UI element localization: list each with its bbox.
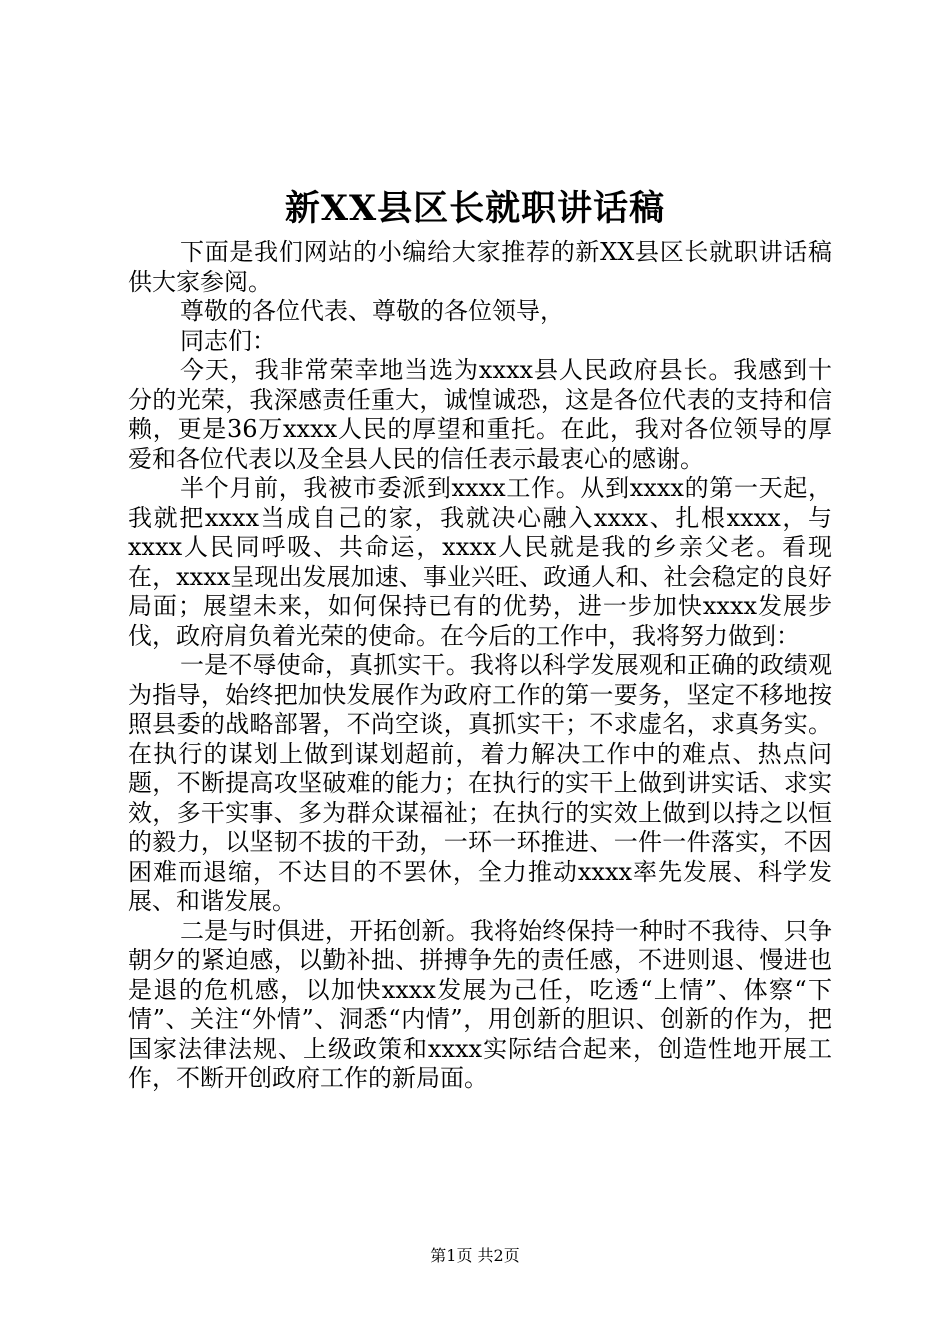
intro-paragraph: 下面是我们网站的小编给大家推荐的新XX县区长就职讲话稿供大家参阅。 (128, 238, 832, 296)
page-footer: 第1页 共2页 (430, 1246, 520, 1265)
address-paragraph: 同志们： (180, 326, 276, 355)
body-paragraph: 半个月前，我被市委派到xxxx工作。从到xxxx的第一天起，我就把xxxx当成自己的家，我就决心融入xxxx、扎根xxxx，与xxxx人民同呼吸、共命运，xxxx人民就是我的乡亲父老。看现在，xxxx呈现出发展加速、事业兴旺、政通人和、社会稳定的良好局面；展望未来，如何保持已有的优势，进一步加快xxxx发展步伐，政府肩负着光荣的使命。在今后的工作中，我将努力做到： (128, 474, 832, 650)
body-paragraph: 一是不辱使命，真抓实干。我将以科学发展观和正确的政绩观为指导，始终把加快发展作为政府工作的第一要务，坚定不移地按照县委的战略部署，不尚空谈，真抓实干；不求虚名，求真务实。在执行的谋划上做到谋划超前，着力解决工作中的难点、热点问题，不断提高攻坚破难的能力；在执行的实干上做到讲实话、求实效，多干实事、多为群众谋福祉；在执行的实效上做到以持之以恒的毅力，以坚韧不拔的干劲，一环一环推进、一件一件落实，不因困难而退缩，不达目的不罢休，全力推动xxxx率先发展、科学发展、和谐发展。 (128, 651, 832, 915)
document-title: 新XX县区长就职讲话稿 (284, 188, 666, 229)
body-paragraph: 今天，我非常荣幸地当选为xxxx县人民政府县长。我感到十分的光荣，我深感责任重大，诚惶诚恐，这是各位代表的支持和信赖，更是36万xxxx人民的厚望和重托。在此，我对各位领导的厚爱和各位代表以及全县人民的信任表示最衷心的感谢。 (128, 356, 832, 473)
body-paragraph: 二是与时俱进，开拓创新。我将始终保持一种时不我待、只争朝夕的紧迫感，以勤补拙、拼搏争先的责任感，不进则退、慢进也是退的危机感，以加快xxxx发展为己任，吃透“上情”、体察“下情”、关注“外情”、洞悉“内情”，用创新的胆识、创新的作为，把国家法律法规、上级政策和xxxx实际结合起来，创造性地开展工作，不断开创政府工作的新局面。 (128, 916, 832, 1092)
document-body (128, 238, 832, 1094)
salutation-paragraph: 尊敬的各位代表、尊敬的各位领导， (180, 297, 564, 325)
